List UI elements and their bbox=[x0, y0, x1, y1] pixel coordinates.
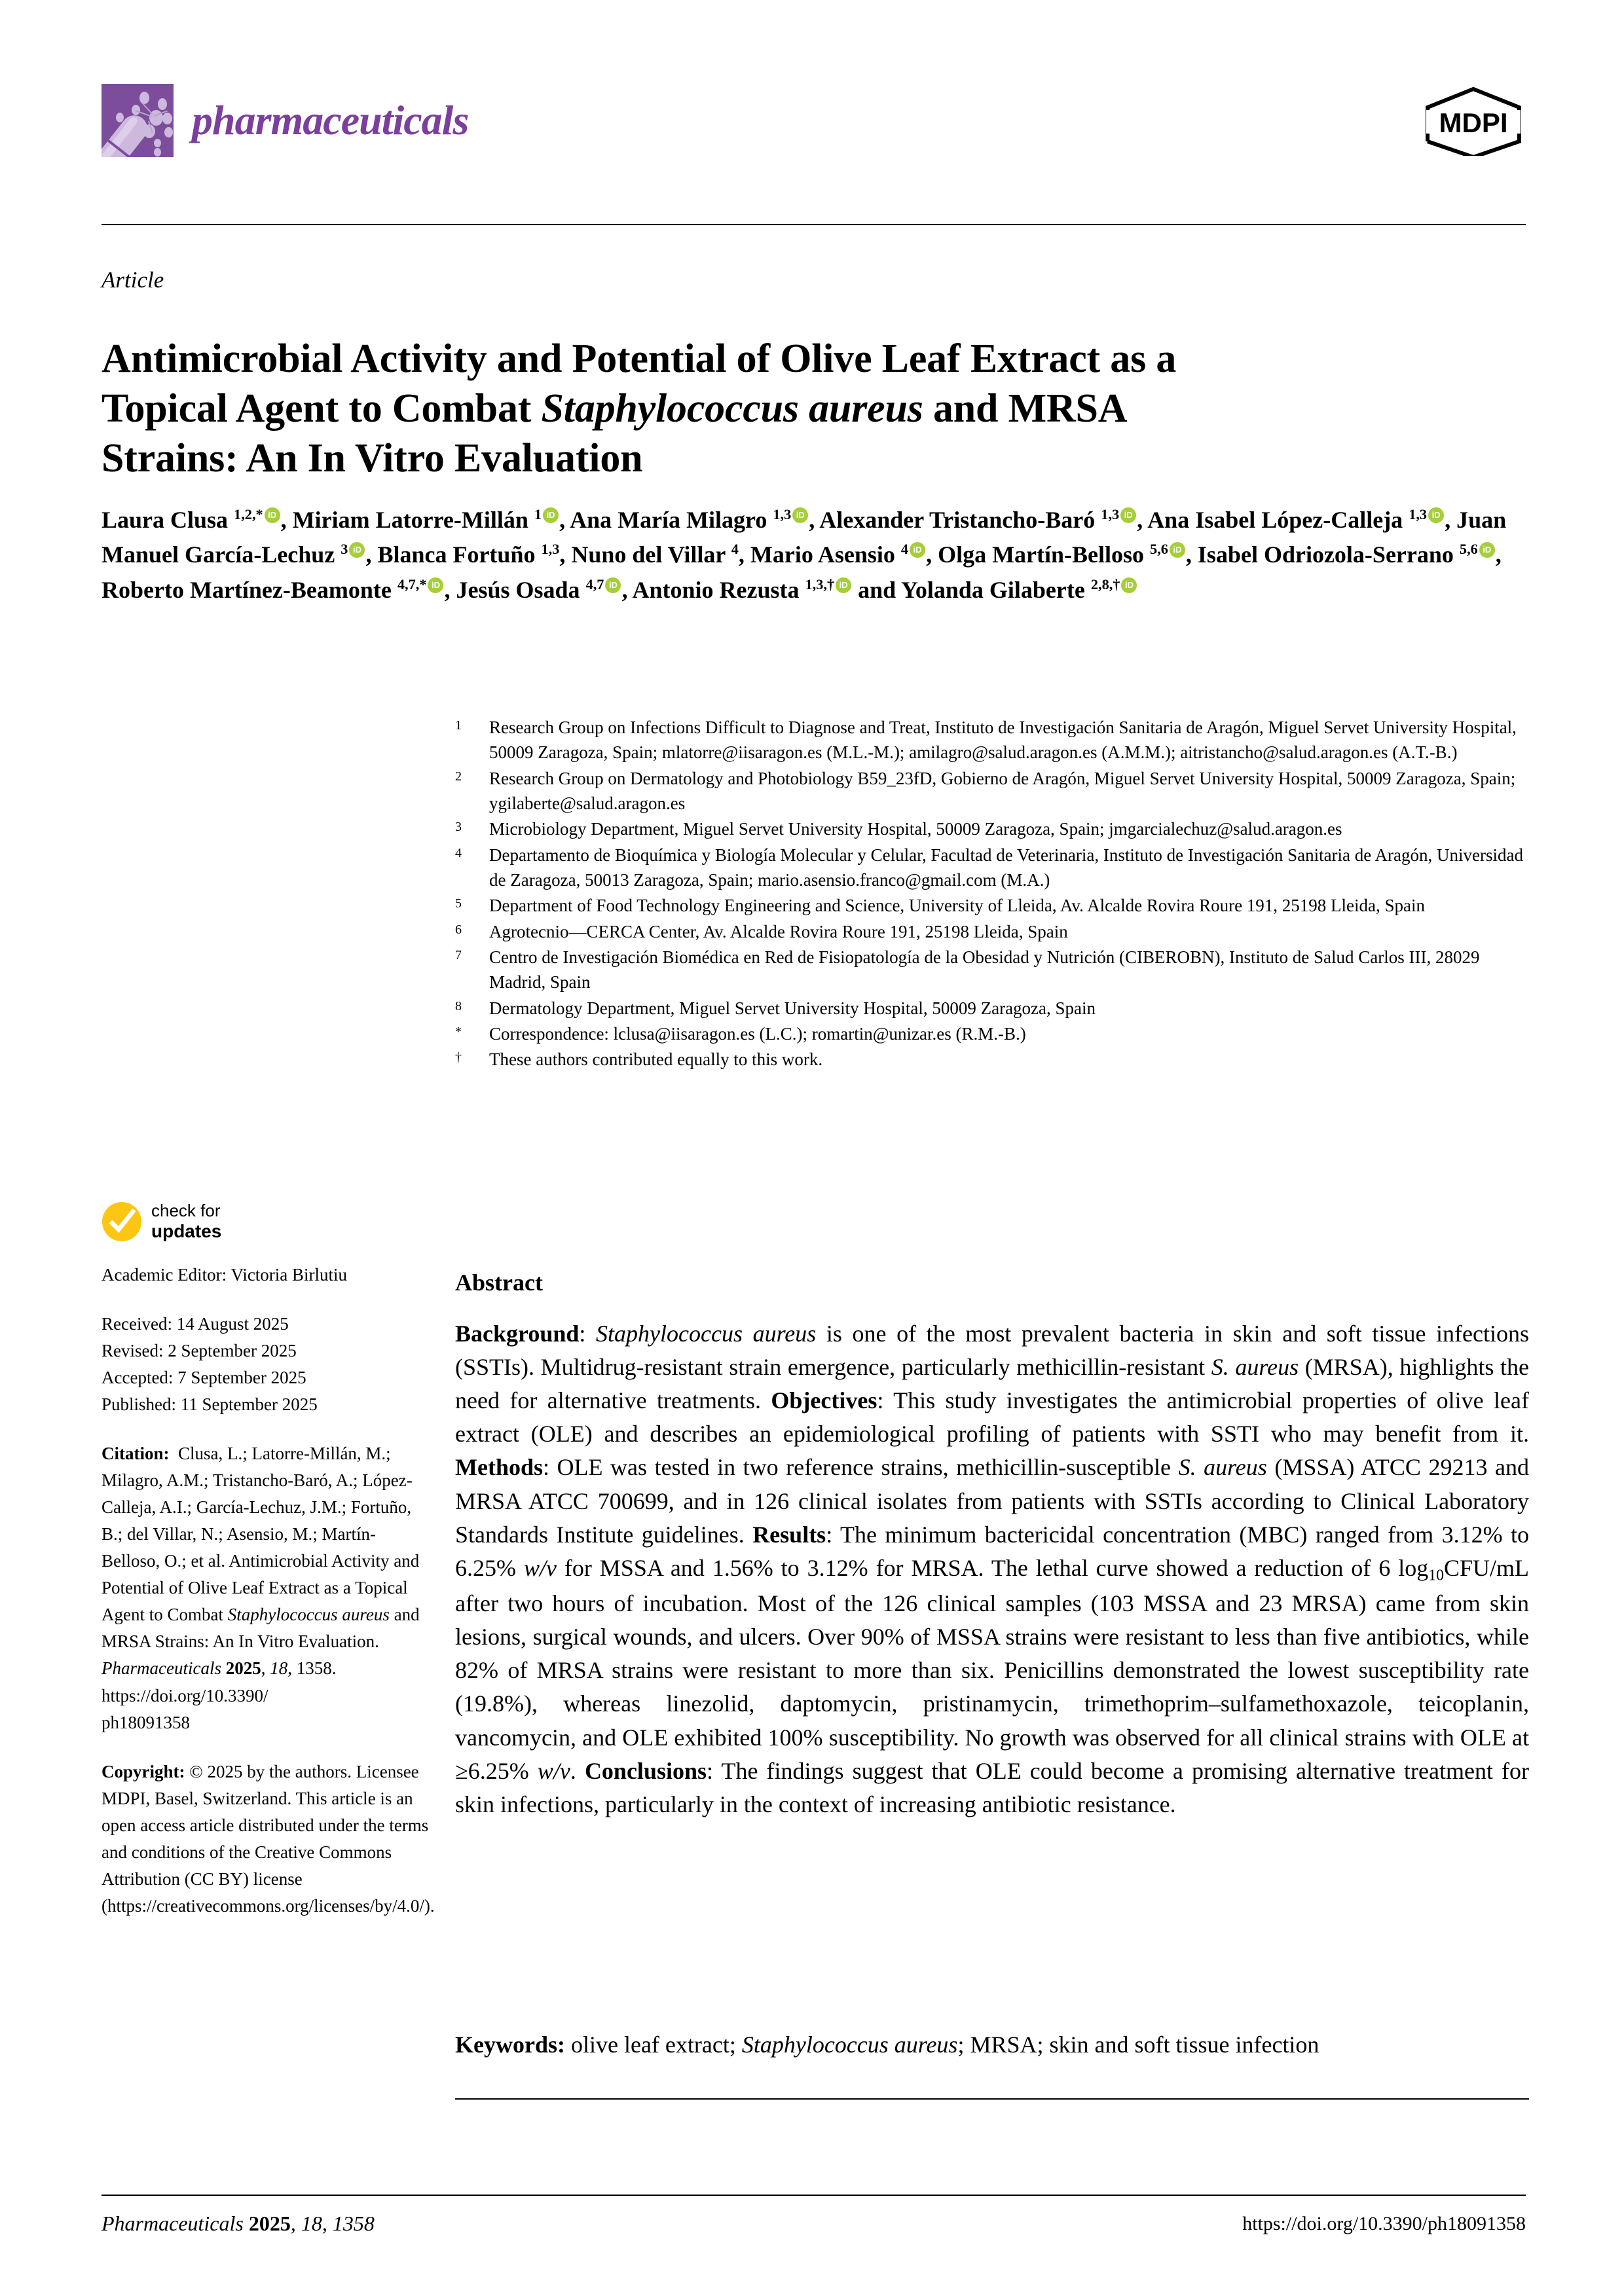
citation-title-suffix: and MRSA Strains: An In Vitro Evaluation. bbox=[101, 1605, 420, 1652]
author-affiliation-marker: 4,7,* bbox=[397, 575, 427, 592]
affiliation-row bbox=[455, 766, 1529, 816]
author-separator: , bbox=[1137, 507, 1148, 533]
author-affiliation-marker: 5,6 bbox=[1459, 541, 1478, 558]
author-separator: , bbox=[365, 541, 378, 568]
author-separator: , bbox=[926, 541, 938, 568]
abstract-seg-11: : The findings suggest that OLE could become a promising alternative treatment for skin infections, particularly in the context of increasing antibiotic resistance. bbox=[455, 1757, 1530, 1817]
orcid-icon[interactable] bbox=[1479, 542, 1495, 558]
citation-doi-line-2[interactable]: ph18091358 bbox=[101, 1712, 190, 1732]
author-separator: , bbox=[559, 541, 572, 568]
check-for-updates-badge[interactable] bbox=[101, 1201, 429, 1242]
abstract-log-subscript: 10 bbox=[1428, 1567, 1444, 1584]
abstract-label-conclusions: Conclusions bbox=[584, 1757, 707, 1784]
author-name: Blanca Fortuño bbox=[377, 541, 542, 568]
author-name: Ana María Milagro bbox=[570, 507, 773, 533]
affiliation-marker: 2 bbox=[455, 769, 462, 784]
citation-label: Citation: bbox=[101, 1444, 170, 1464]
title-line-2-suffix: and MRSA bbox=[923, 386, 1128, 431]
article-type-label: Article bbox=[101, 267, 164, 293]
author-separator: , bbox=[1185, 541, 1198, 568]
abstract-seg-4: : This study investigates the antimicrobial properties of olive leaf extract (OLE) and describes an epidemiological profiling of patients with SSTI who may benefit from it. bbox=[455, 1387, 1529, 1448]
affiliation-row bbox=[455, 816, 1529, 841]
affiliation-text: Departamento de Bioquímica y Biología Molecular y Celular, Facultad de Veterinaria, Instituto de Investigación Sanitaria de Aragón, Universidad de Zaragoza, 50013 Zaragoza, Spain; mario.asensio.franco@gmail.com (M.A.) bbox=[489, 845, 1523, 890]
affiliation-marker: 7 bbox=[455, 947, 462, 962]
citation-pages: 1358. bbox=[296, 1658, 337, 1679]
author-separator: , bbox=[280, 507, 293, 533]
received-date: Received: 14 August 2025 bbox=[101, 1314, 289, 1334]
affiliation-row bbox=[455, 843, 1529, 893]
author-affiliation-marker: 1,2,* bbox=[234, 506, 263, 522]
abstract-seg-1: : bbox=[579, 1321, 597, 1347]
affiliation-row bbox=[455, 1021, 1529, 1046]
svg-text:MDPI: MDPI bbox=[1439, 107, 1508, 138]
abstract-wv-2: w/v bbox=[537, 1757, 570, 1784]
abstract-seg-5: : OLE was tested in two reference strains, methicillin-susceptible bbox=[543, 1454, 1179, 1481]
title-species: Staphylococcus aureus bbox=[541, 386, 923, 431]
author-list bbox=[101, 503, 1529, 608]
affiliation-marker: 8 bbox=[455, 998, 462, 1013]
keywords-species: Staphylococcus aureus bbox=[741, 2032, 958, 2058]
author-affiliation-marker: 5,6 bbox=[1150, 541, 1168, 558]
author-name: Ana Isabel López-Calleja bbox=[1147, 507, 1409, 533]
author-affiliation-marker: 1,3 bbox=[1101, 506, 1120, 522]
academic-editor-text: Academic Editor: Victoria Birlutiu bbox=[101, 1265, 348, 1285]
author-separator: , bbox=[1445, 507, 1457, 533]
orcid-icon[interactable] bbox=[1121, 577, 1137, 593]
author-separator: , bbox=[621, 576, 633, 603]
academic-editor bbox=[101, 1262, 429, 1288]
author-affiliation-marker: 1 bbox=[534, 506, 542, 522]
orcid-icon[interactable] bbox=[1170, 542, 1185, 558]
keywords-label: Keywords: bbox=[455, 2032, 565, 2058]
footer-doi[interactable]: https://doi.org/10.3390/ph18091358 bbox=[1242, 2213, 1526, 2234]
author-name: Laura Clusa bbox=[101, 507, 234, 533]
sidebar bbox=[101, 1201, 435, 1942]
keywords-line bbox=[455, 2028, 1529, 2062]
author-separator: , bbox=[1495, 541, 1502, 568]
footer-year: 2025 bbox=[248, 2212, 291, 2235]
abstract-seg-2: is one of the most prevalent bacteria in skin and soft tissue infections (SSTIs). Multidrug-resistant strain emergence, particularly methicillin-resistant bbox=[455, 1321, 1530, 1381]
author-affiliation-marker: 1,3 bbox=[541, 541, 560, 558]
abstract-seg-6: (MSSA) ATCC 29213 and MRSA ATCC 700699, and in 126 clinical isolates from patients with SSTIs according to Clinical Laboratory Standards Institute guidelines. bbox=[455, 1454, 1529, 1548]
orcid-icon[interactable] bbox=[792, 507, 808, 523]
footer-citation bbox=[101, 2212, 375, 2236]
orcid-icon[interactable] bbox=[1428, 507, 1444, 523]
author-name: Juan Manuel García-Lechuz bbox=[101, 507, 1507, 568]
abstract-divider bbox=[455, 2098, 1529, 2100]
affiliation-marker: 5 bbox=[455, 896, 462, 911]
author-name: Alexander Tristancho-Baró bbox=[819, 507, 1101, 533]
publication-dates bbox=[101, 1311, 429, 1418]
abstract-label-background: Background bbox=[455, 1321, 580, 1347]
citation-block: Citation: Clusa, L.; Latorre-Millán, M.; Milagro, A.M.; Tristancho-Baró, A.; López-Calleja, A.I.; García-Lechuz, J.M.; Fortuño, B.; del Villar, N.; Asensio, M.; Martín-Belloso, O.; et al. Antimicrobial Activity and Potential of Olive Leaf Extract as a Topical Agent to Combat Staphylococcus aureus and MRSA Strains: An In Vitro Evaluation. Pharmaceuticals 2025, 18, 1358. https://doi.org/10.3390/ ph18091358 bbox=[101, 1440, 429, 1736]
author-affiliation-marker: 4,7 bbox=[585, 575, 604, 592]
affiliation-marker: 6 bbox=[455, 922, 462, 937]
title-line-3: Strains: An In Vitro Evaluation bbox=[101, 436, 643, 481]
citation-title-prefix: Antimicrobial Activity and Potential of Olive Leaf Extract as a Topical Agent to Combat bbox=[101, 1551, 420, 1625]
author-name: Antonio Rezusta bbox=[632, 576, 805, 603]
cfu-line-2: updates bbox=[151, 1220, 222, 1241]
crossmark-check-icon bbox=[101, 1201, 142, 1242]
affiliation-row bbox=[455, 996, 1529, 1021]
citation-journal: Pharmaceuticals bbox=[101, 1658, 221, 1679]
page-title bbox=[101, 334, 1503, 484]
author-affiliation-marker: 1,3 bbox=[773, 506, 792, 522]
published-date: Published: 11 September 2025 bbox=[101, 1394, 318, 1415]
cfu-line-1: check for bbox=[151, 1201, 221, 1220]
citation-title-species: Staphylococcus aureus bbox=[227, 1605, 390, 1625]
author-separator: , bbox=[559, 507, 570, 533]
citation-doi-line-1[interactable]: https://doi.org/10.3390/ bbox=[101, 1685, 268, 1705]
orcid-icon[interactable] bbox=[1120, 507, 1136, 523]
title-line-2-prefix: Topical Agent to Combat bbox=[101, 386, 542, 431]
header-divider bbox=[101, 224, 1526, 225]
footer-volume: , 18, 1358 bbox=[290, 2212, 375, 2235]
abstract-seg-8: for MSSA and 1.56% to 3.12% for MRSA. The lethal curve showed a reduction of 6 log bbox=[556, 1554, 1429, 1581]
author-affiliation-marker: 4 bbox=[731, 541, 739, 558]
author-affiliation-marker: 3 bbox=[341, 541, 348, 558]
abstract-label-objectives: Objectives bbox=[771, 1387, 877, 1414]
affiliation-row bbox=[455, 893, 1529, 918]
abstract-label-methods: Methods bbox=[455, 1454, 543, 1481]
abstract-heading: Abstract bbox=[455, 1269, 543, 1296]
accepted-date: Accepted: 7 September 2025 bbox=[101, 1368, 306, 1388]
citation-volume: 18 bbox=[270, 1658, 288, 1679]
affiliation-text: Centro de Investigación Biomédica en Red de Fisiopatología de la Obesidad y Nutrición (CIBEROBN), Instituto de Salud Carlos III, 28029 Madrid, Spain bbox=[489, 947, 1480, 993]
affiliation-marker: 1 bbox=[455, 718, 462, 733]
abstract-species-3: S. aureus bbox=[1178, 1454, 1267, 1481]
citation-year: 2025 bbox=[225, 1658, 261, 1679]
author-name: Jesús Osada bbox=[456, 576, 586, 603]
orcid-icon[interactable] bbox=[428, 577, 443, 593]
orcid-icon[interactable] bbox=[543, 507, 559, 523]
masthead bbox=[101, 84, 1526, 157]
affiliation-row bbox=[455, 715, 1529, 765]
footer-divider bbox=[101, 2195, 1526, 2196]
abstract-species-1: Staphylococcus aureus bbox=[596, 1321, 817, 1347]
journal-title: pharmaceuticals bbox=[192, 97, 469, 143]
keywords-after: ; MRSA; skin and soft tissue infection bbox=[957, 2032, 1320, 2058]
keywords-before: olive leaf extract; bbox=[564, 2032, 742, 2058]
check-for-updates-label bbox=[151, 1201, 221, 1242]
affiliation-row bbox=[455, 945, 1529, 995]
abstract-seg-7: : The minimum bactericidal concentration (MBC) ranged from 3.12% to 6.25% bbox=[455, 1521, 1529, 1581]
abstract-seg-9: CFU/mL after two hours of incubation. Most of the 126 clinical samples (103 MSSA and 23 MRSA) came from skin lesions, surgical wounds, and ulcers. Over 90% of MSSA strains were resistant to less than five antibiotics, while 82% of MRSA strains were resistant to more than six. Penicillins demonstrated the lowest susceptibility rate (19.8%), whereas linezolid, daptomycin, pristinamycin, trimethoprim–sulfamethoxazole, teicoplanin, vancomycin, and OLE exhibited 100% susceptibility. No growth was observed for all clinical strains with OLE at ≥6.25% bbox=[455, 1554, 1529, 1784]
orcid-icon[interactable] bbox=[910, 542, 925, 558]
affiliation-marker: * bbox=[455, 1024, 462, 1039]
affiliation-text: Agrotecnio—CERCA Center, Av. Alcalde Rovira Roure 191, 25198 Lleida, Spain bbox=[489, 921, 1068, 941]
affiliation-marker: 4 bbox=[455, 845, 462, 860]
affiliation-text: Microbiology Department, Miguel Servet University Hospital, 50009 Zaragoza, Spain; jmgarcialechuz@salud.aragon.es bbox=[489, 819, 1342, 839]
author-separator: and bbox=[852, 576, 901, 603]
orcid-icon[interactable] bbox=[836, 577, 851, 593]
author-name: Yolanda Gilaberte bbox=[900, 576, 1091, 603]
orcid-icon[interactable] bbox=[349, 542, 365, 558]
affiliation-text: Research Group on Dermatology and Photobiology B59_23fD, Gobierno de Aragón, Miguel Servet University Hospital, 50009 Zaragoza, Spain; ygilaberte@salud.aragon.es bbox=[489, 768, 1516, 813]
author-affiliation-marker: 1,3,† bbox=[805, 575, 835, 592]
affiliation-text: Department of Food Technology Engineering and Science, University of Lleida, Av. Alcalde Rovira Roure 191, 25198 Lleida, Spain bbox=[489, 896, 1426, 916]
author-name: Miriam Latorre-Millán bbox=[292, 507, 534, 533]
affiliation-text: Correspondence: lclusa@iisaragon.es (L.C.); romartin@unizar.es (R.M.-B.) bbox=[489, 1023, 1026, 1044]
abstract-wv-1: w/v bbox=[523, 1554, 557, 1581]
abstract-seg-3: (MRSA), highlights the need for alternative treatments. bbox=[455, 1354, 1529, 1414]
abstract-seg-10: . bbox=[570, 1757, 585, 1784]
affiliation-text: Dermatology Department, Miguel Servet University Hospital, 50009 Zaragoza, Spain bbox=[489, 998, 1096, 1018]
author-separator: , bbox=[738, 541, 750, 568]
affiliation-list bbox=[455, 715, 1529, 1073]
author-name: Nuno del Villar bbox=[571, 541, 731, 568]
author-affiliation-marker: 4 bbox=[900, 541, 909, 558]
title-line-1: Antimicrobial Activity and Potential of Olive Leaf Extract as a bbox=[101, 336, 1177, 381]
author-separator: , bbox=[809, 507, 820, 533]
revised-date: Revised: 2 September 2025 bbox=[101, 1341, 297, 1361]
author-name: Roberto Martínez-Beamonte bbox=[101, 576, 397, 603]
author-name: Mario Asensio bbox=[750, 541, 901, 568]
affiliation-marker: 3 bbox=[455, 820, 462, 835]
abstract-label-results: Results bbox=[752, 1521, 826, 1548]
mdpi-logo-icon[interactable] bbox=[1421, 84, 1526, 156]
affiliation-text: Research Group on Infections Difficult to Diagnose and Treat, Instituto de Investigación Sanitaria de Aragón, Miguel Servet University Hospital, 50009 Zaragoza, Spain; mlatorre@iisaragon.es (M.L.-M.); amilagro@salud.aragon.es (A.M.M.); aitristancho@salud.aragon.es (A.T.-B.) bbox=[489, 718, 1517, 763]
author-affiliation-marker: 1,3 bbox=[1409, 506, 1428, 522]
orcid-icon[interactable] bbox=[265, 507, 280, 523]
copyright-text: © 2025 by the authors. Licensee MDPI, Basel, Switzerland. This article is an open access article distributed under the terms and conditions of the Creative Commons Attribution (CC BY) license (https://creativecommons.org/licenses/by/4.0/). bbox=[101, 1761, 435, 1916]
author-name: Isabel Odriozola-Serrano bbox=[1197, 541, 1460, 568]
affiliation-marker: † bbox=[455, 1050, 462, 1065]
affiliation-text: These authors contributed equally to this work. bbox=[489, 1049, 823, 1070]
copyright-label: Copyright: bbox=[101, 1761, 185, 1781]
abstract-species-2: S. aureus bbox=[1211, 1354, 1299, 1381]
pharmaceuticals-mark-icon bbox=[101, 84, 174, 157]
abstract-text bbox=[455, 1317, 1529, 1821]
footer-journal: Pharmaceuticals bbox=[101, 2212, 244, 2235]
orcid-icon[interactable] bbox=[605, 577, 621, 593]
author-separator: , bbox=[444, 576, 456, 603]
author-name: Olga Martín-Belloso bbox=[938, 541, 1151, 568]
citation-authors: Clusa, L.; Latorre-Millán, M.; Milagro, A.M.; Tristancho-Baró, A.; López-Calleja, A.I.; García-Lechuz, J.M.; Fortuño, B.; del Villar, N.; Asensio, M.; Martín-Belloso, O.; et al. bbox=[101, 1444, 413, 1571]
author-affiliation-marker: 2,8,† bbox=[1090, 575, 1120, 592]
copyright-block bbox=[101, 1758, 435, 1920]
affiliation-row bbox=[455, 1047, 1529, 1072]
journal-logo[interactable] bbox=[101, 84, 468, 157]
affiliation-row bbox=[455, 919, 1529, 944]
